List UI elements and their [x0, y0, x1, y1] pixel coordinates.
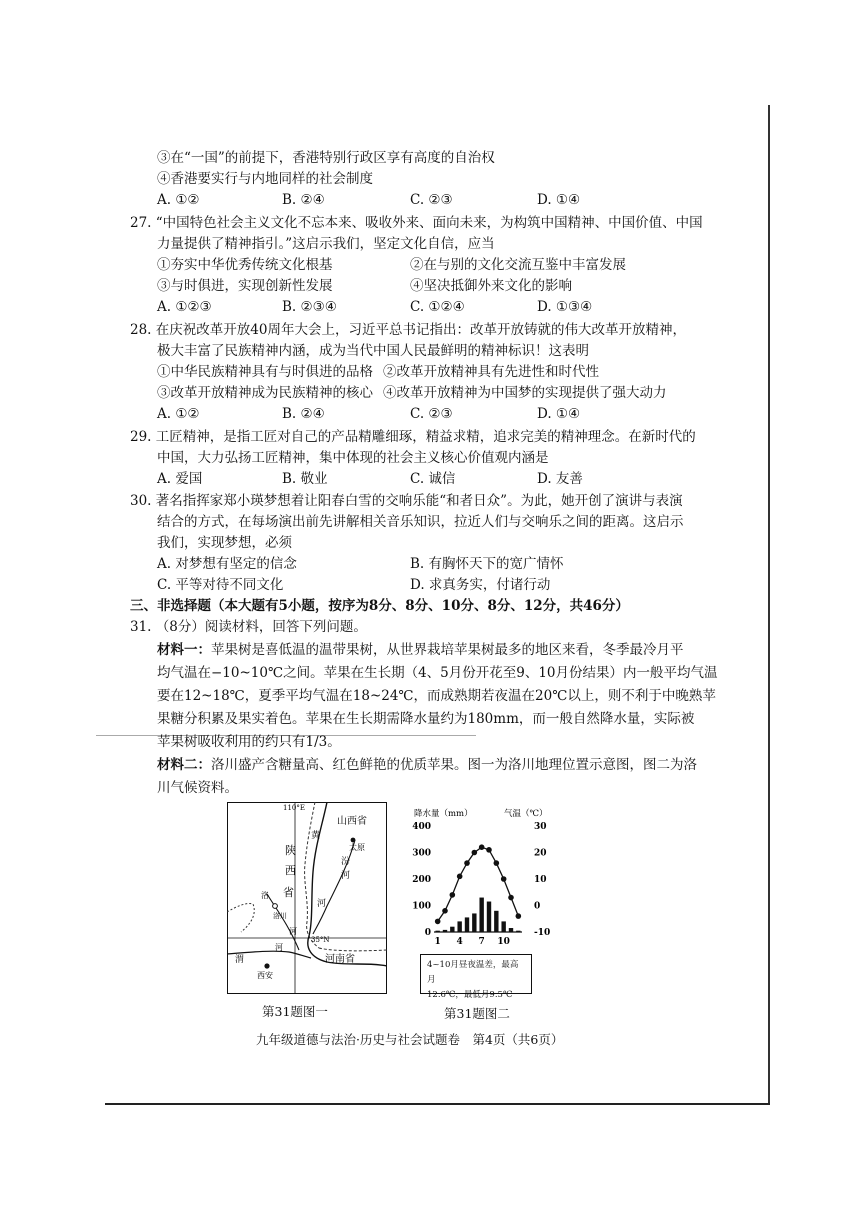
- temperature-point: [494, 860, 500, 866]
- right-tick-label: 30: [534, 822, 547, 832]
- precip-bar: [501, 921, 505, 932]
- province-border-west: [227, 903, 254, 932]
- temperature-point: [442, 908, 448, 914]
- fen-river: [313, 840, 355, 934]
- q30-stem-3: 我们，实现梦想，必须: [157, 535, 292, 551]
- q28-option-4: ④改革开放精神为中国梦的实现提供了强大动力: [383, 385, 667, 401]
- temperature-point: [464, 860, 470, 866]
- q27-stem-2: 力量提供了精神指引。”这启示我们，坚定文化自信，应当: [157, 236, 495, 252]
- luochuan-label: 洛川: [273, 912, 287, 920]
- q29-choice-b: B. 敬业: [282, 471, 328, 487]
- q27-choice-c: C. ①②④: [410, 299, 465, 315]
- q28-choice-a: A. ①②: [157, 406, 200, 422]
- shaanxi-char-2: 西: [285, 864, 296, 877]
- q27-option-4: ④坚决抵御外来文化的影响: [410, 278, 572, 294]
- precip-bar: [479, 898, 483, 932]
- q30-stem-2: 结合的方式，在每场演出前先讲解相关音乐知识，拉近人们与交响乐之间的距离。这启示: [157, 514, 684, 530]
- q26-option-3: ③在“一国”的前提下，香港特别行政区享有高度的自治权: [157, 150, 495, 166]
- taiyuan-label: 太原: [349, 843, 365, 852]
- luo-river-label: 洛: [261, 891, 269, 900]
- q31-stem: 31. （8分）阅读材料，回答下列问题。: [130, 619, 367, 635]
- precip-bar: [509, 928, 513, 932]
- left-tick-label: 200: [412, 875, 431, 885]
- temperature-point: [479, 844, 485, 850]
- q29-choice-c: C. 诚信: [410, 471, 456, 487]
- q28-option-1: ①中华民族精神具有与时俱进的品格: [157, 364, 373, 380]
- right-tick-label: -10: [534, 928, 551, 938]
- q31-material-2-line-2: 川气候资料。: [157, 780, 238, 796]
- x-tick-label: 1: [434, 937, 441, 947]
- q27-option-3: ③与时俱进，实现创新性发展: [157, 278, 333, 294]
- henan-province-label: 河南省: [325, 954, 355, 965]
- temperature-point: [472, 850, 478, 856]
- q27-choice-a: A. ①②③: [157, 299, 212, 315]
- q28-choice-b: B. ②④: [282, 406, 325, 422]
- wei-river-label: 渭: [235, 955, 245, 965]
- temperature-point: [516, 913, 522, 919]
- q29-choice-a: A. 爱国: [157, 471, 203, 487]
- left-tick-label: 100: [412, 901, 431, 912]
- q26-choice-a: A. ①②: [157, 192, 200, 208]
- scan-edge-right: [768, 105, 770, 1105]
- luochuan-city-dot: [273, 904, 278, 909]
- q30-option-a: A. 对梦想有坚定的信念: [157, 556, 297, 572]
- wei-river-char-2: 河: [275, 943, 283, 952]
- left-tick-label: 400: [412, 822, 431, 832]
- q31-material-1-line-1: [157, 640, 684, 660]
- precip-bar: [516, 931, 520, 932]
- temp-range-note-line-1: 4~10月昼夜温差，最高月: [427, 960, 519, 985]
- taiyuan-city-dot: [351, 838, 356, 843]
- luochuan-climate-chart: [412, 802, 562, 952]
- q28-option-3: ③改革开放精神成为民族精神的核心: [157, 385, 373, 401]
- q31-material-1-line-5: 苹果树吸收利用的约只有1/3。: [157, 734, 341, 750]
- material-1-text: 苹果树是喜低温的温带果树，从世界栽培苹果树最多的地区来看，冬季最冷月平: [211, 642, 684, 658]
- q30-option-b: B. 有胸怀天下的宽广情怀: [410, 556, 564, 572]
- material-1-label: 材料一：: [157, 642, 211, 658]
- q29-choice-d: D. 友善: [537, 471, 583, 487]
- q31-material-1-line-4: 果糖分积累及果实着色。苹果在生长期需降水量约为180mm，而一般自然降水量，实际被: [157, 711, 695, 727]
- q27-option-1: ①夯实中华优秀传统文化根基: [157, 257, 333, 273]
- q28-option-2: ②改革开放精神具有先进性和时代性: [383, 364, 599, 380]
- q31-material-2-line-1: [157, 755, 697, 775]
- q31-material-1-line-3: 要在12~18℃，夏季平均气温在18~24℃，而成熟期若夜温在20℃以上，则不利于中晚熟苹: [157, 688, 716, 704]
- x-tick-label: 7: [478, 937, 485, 947]
- x-tick-label: 4: [456, 937, 463, 947]
- fen-river-char-1: 汾: [341, 857, 351, 867]
- precip-bar: [435, 931, 439, 932]
- precip-bar: [487, 902, 491, 932]
- yellow-river-char-1: 黄: [311, 831, 321, 841]
- temperature-point: [501, 876, 507, 882]
- x-tick-label: 10: [497, 937, 510, 947]
- temperature-point: [486, 847, 492, 853]
- shanxi-province-label: 山西省: [337, 816, 367, 827]
- temp-range-note-line-2: 12.6℃，最低月9.5℃: [427, 990, 513, 1000]
- material-2-label: 材料二：: [157, 757, 211, 773]
- figure-1-caption: 第31题图一: [262, 1004, 328, 1019]
- q29-stem-2: 中国，大力弘扬工匠精神，集中体现的社会主义核心价值观内涵是: [157, 450, 549, 466]
- right-tick-label: 10: [534, 875, 547, 885]
- luochuan-location-map: [227, 802, 387, 994]
- q28-choice-c: C. ②③: [410, 406, 453, 422]
- xian-label: 西安: [257, 971, 273, 980]
- q31-material-1-line-2: 均气温在−10~10℃之间。苹果在生长期（4、5月份开花至9、10月份结果）内一般平均气温: [157, 665, 718, 681]
- precip-bar: [450, 927, 454, 932]
- scan-edge-bottom: [105, 1103, 770, 1105]
- page-footer: 九年级道德与法治·历史与社会试题卷 第4页（共6页）: [256, 1032, 564, 1047]
- province-border-henan: [319, 948, 387, 951]
- figure-2-caption: 第31题图二: [444, 1006, 510, 1021]
- temperature-point: [450, 892, 456, 898]
- q28-stem-2: 极大丰富了民族精神内涵，成为当代中国人民最鲜明的精神标识！这表明: [157, 343, 589, 359]
- xian-city-dot: [264, 963, 269, 968]
- temp-range-note-box: [420, 954, 532, 1000]
- q30-option-d: D. 求真务实，付诸行动: [410, 577, 551, 593]
- temperature-point: [508, 895, 514, 901]
- q26-choice-b: B. ②④: [282, 192, 325, 208]
- q28-choice-d: D. ①④: [537, 406, 581, 422]
- q26-choice-d: D. ①④: [537, 192, 581, 208]
- luo-river: [267, 894, 299, 950]
- longitude-label: 110°E: [283, 804, 305, 812]
- q27-stem-1: 27. “中国特色社会主义文化不忘本来、吸收外来、面向未来，为构筑中国精神、中国价值、中国: [130, 215, 703, 231]
- precip-bar: [443, 930, 447, 932]
- precip-bar: [494, 911, 498, 932]
- precip-bar: [465, 917, 469, 932]
- temperature-line: [438, 847, 519, 921]
- right-axis-title: 气温（℃）: [504, 809, 548, 819]
- material-2-text: 洛川盛产含糖量高、红色鲜艳的优质苹果。图一为洛川地理位置示意图，图二为洛: [211, 757, 697, 773]
- temperature-point: [457, 874, 463, 880]
- precip-bar: [457, 921, 461, 932]
- q30-option-c: C. 平等对待不同文化: [157, 577, 284, 593]
- left-axis-title: 降水量（mm）: [414, 809, 473, 819]
- shaanxi-char-1: 陕: [285, 844, 296, 857]
- q29-stem-1: 29. 工匠精神，是指工匠对自己的产品精雕细琢，精益求精，追求完美的精神理念。在新时代的: [130, 429, 696, 445]
- shaanxi-char-3: 省: [283, 886, 294, 899]
- q30-stem-1: 30. 著名指挥家郑小瑛梦想着让阳春白雪的交响乐能“和者日众”。为此，她开创了演讲与表演: [130, 493, 683, 509]
- q26-option-4: ④香港要实行与内地同样的社会制度: [157, 171, 373, 187]
- q27-choice-b: B. ②③④: [282, 299, 337, 315]
- section-heading-3: 三、非选择题（本大题有5小题，按序为8分、8分、10分、8分、12分，共46分）: [130, 598, 629, 614]
- right-tick-label: 0: [534, 901, 541, 912]
- q27-choice-d: D. ①③④: [537, 299, 593, 315]
- precip-bar: [472, 913, 476, 932]
- q27-option-2: ②在与别的文化交流互鉴中丰富发展: [410, 257, 626, 273]
- q28-stem-1: 28. 在庆祝改革开放40周年大会上，习近平总书记指出：改革开放铸就的伟大改革开放精神，: [130, 322, 686, 338]
- yellow-river-char-2: 河: [317, 899, 327, 909]
- fen-river-char-2: 河: [341, 871, 351, 881]
- right-tick-label: 20: [534, 848, 547, 859]
- left-tick-label: 0: [424, 928, 431, 938]
- luo-river-char-2: 河: [289, 927, 297, 936]
- q26-choice-c: C. ②③: [410, 192, 453, 208]
- latitude-label: 35°N: [311, 936, 330, 944]
- left-tick-label: 300: [412, 848, 431, 859]
- temperature-point: [435, 919, 441, 925]
